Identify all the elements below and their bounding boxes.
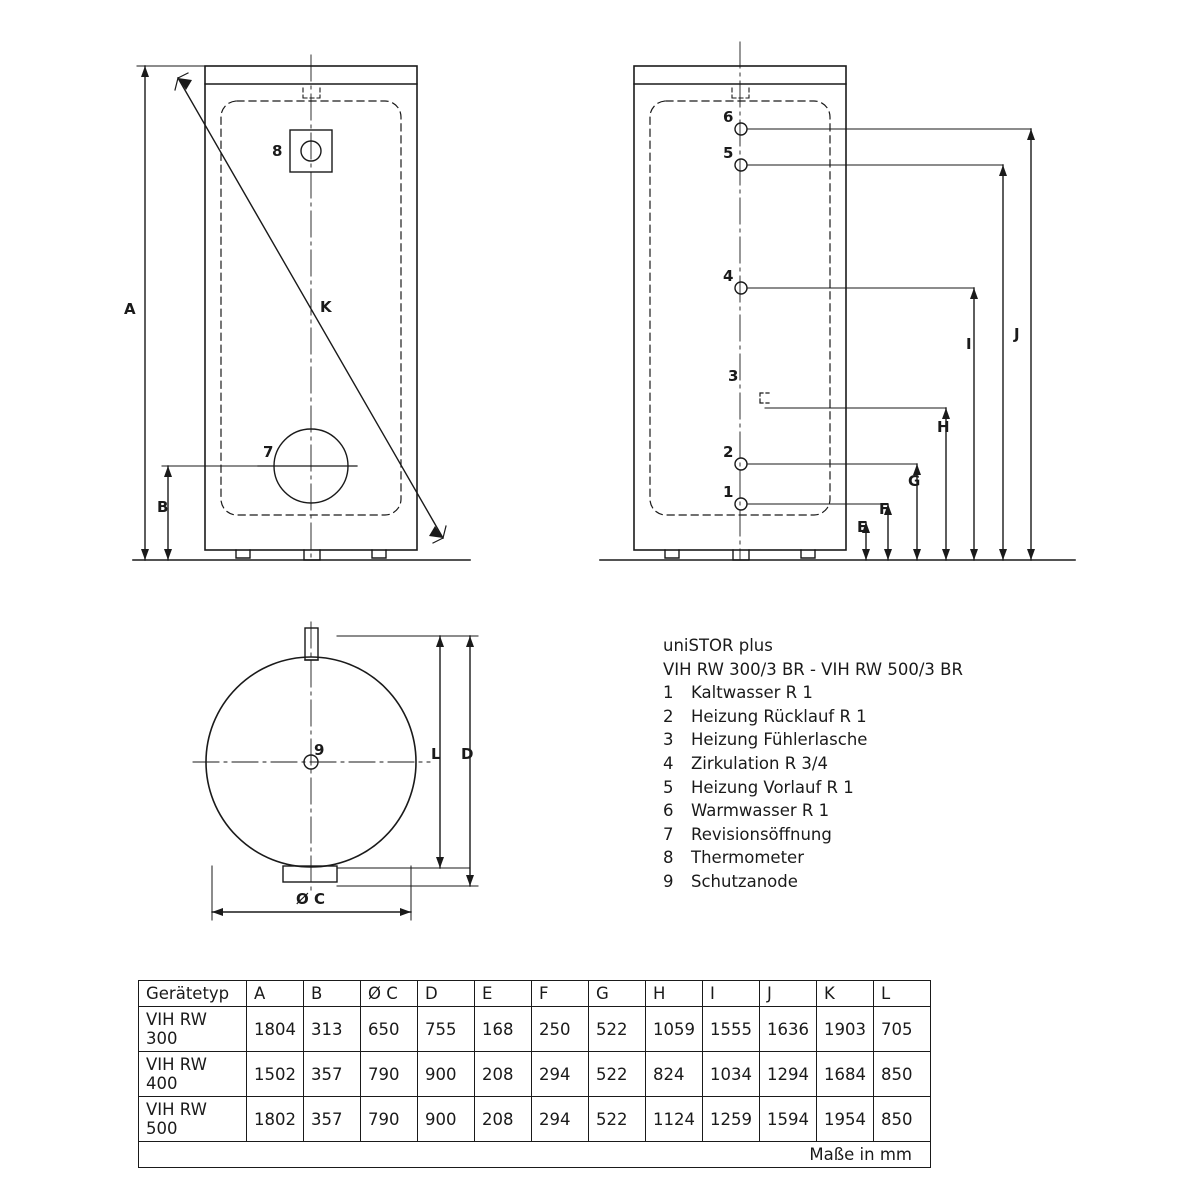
legend-number: 2 <box>663 706 674 726</box>
table-cell: 357 <box>304 1052 361 1097</box>
dimension-table <box>138 980 931 1168</box>
list-item <box>663 776 963 800</box>
table-header-cell: G <box>589 981 646 1007</box>
table-header-cell: I <box>703 981 760 1007</box>
list-item <box>663 799 963 823</box>
dimension-j-label: J <box>1014 325 1020 343</box>
dimension-c-label: Ø C <box>296 890 325 908</box>
table-header-cell: J <box>760 981 817 1007</box>
dimension-h-label: H <box>937 418 950 436</box>
table-cell: 824 <box>646 1052 703 1097</box>
table-row <box>139 1052 931 1097</box>
dimension-l-label: L <box>431 745 441 763</box>
dimension-table-wrap <box>138 980 1151 1168</box>
table-cell: VIH RW 500 <box>139 1097 247 1142</box>
table-cell: 1594 <box>760 1097 817 1142</box>
table-cell: 294 <box>532 1097 589 1142</box>
legend-text: Thermometer <box>691 848 804 868</box>
legend-list <box>663 681 963 893</box>
legend-text: Revisionsöffnung <box>691 824 832 844</box>
table-header-cell: K <box>817 981 874 1007</box>
table-cell: 790 <box>361 1097 418 1142</box>
table-cell: 1502 <box>247 1052 304 1097</box>
table-cell: 755 <box>418 1007 475 1052</box>
table-cell: 1059 <box>646 1007 703 1052</box>
table-cell: 294 <box>532 1052 589 1097</box>
dimension-g-label: G <box>908 472 921 490</box>
legend-number: 8 <box>663 848 674 868</box>
table-cell: VIH RW 400 <box>139 1052 247 1097</box>
table-cell: 1034 <box>703 1052 760 1097</box>
table-cell: 790 <box>361 1052 418 1097</box>
table-cell: 900 <box>418 1052 475 1097</box>
dimension-e-label: E <box>857 518 868 536</box>
table-cell: 208 <box>475 1097 532 1142</box>
callout-8-label: 8 <box>272 142 283 160</box>
legend-title-line-1: uniSTOR plus <box>663 636 773 655</box>
list-item <box>663 728 963 752</box>
table-cell: 522 <box>589 1007 646 1052</box>
legend-text: Kaltwasser R 1 <box>691 683 813 703</box>
table-cell: 1555 <box>703 1007 760 1052</box>
table-header-cell: B <box>304 981 361 1007</box>
legend-text: Heizung Vorlauf R 1 <box>691 777 854 797</box>
list-item <box>663 870 963 894</box>
table-cell: 168 <box>475 1007 532 1052</box>
dimension-b-label: B <box>157 498 169 516</box>
legend-number: 6 <box>663 801 674 821</box>
dimension-i-label: I <box>966 335 972 353</box>
table-header-cell: E <box>475 981 532 1007</box>
legend-number: 3 <box>663 730 674 750</box>
table-cell: 357 <box>304 1097 361 1142</box>
callout-2-label: 2 <box>723 443 734 461</box>
table-cell: 1684 <box>817 1052 874 1097</box>
table-header-cell: D <box>418 981 475 1007</box>
table-cell: 1124 <box>646 1097 703 1142</box>
table-cell: 850 <box>874 1052 931 1097</box>
list-item <box>663 752 963 776</box>
table-header-cell: Gerätetyp <box>139 981 247 1007</box>
list-item <box>663 823 963 847</box>
table-cell: 313 <box>304 1007 361 1052</box>
table-cell: 1903 <box>817 1007 874 1052</box>
legend-number: 1 <box>663 683 674 703</box>
callout-4-label: 4 <box>723 267 734 285</box>
callout-9-label: 9 <box>314 741 325 759</box>
dimension-k-label: K <box>320 298 332 316</box>
table-header-cell: A <box>247 981 304 1007</box>
callout-5-label: 5 <box>723 144 734 162</box>
legend-number: 5 <box>663 777 674 797</box>
table-cell: 705 <box>874 1007 931 1052</box>
legend-number: 4 <box>663 753 674 773</box>
table-row <box>139 1097 931 1142</box>
callout-6-label: 6 <box>723 108 734 126</box>
list-item <box>663 846 963 870</box>
dimension-f-label: F <box>879 500 890 518</box>
table-cell: 522 <box>589 1052 646 1097</box>
legend-text: Zirkulation R 3/4 <box>691 753 828 773</box>
table-cell: VIH RW 300 <box>139 1007 247 1052</box>
legend-title-line-2: VIH RW 300/3 BR - VIH RW 500/3 BR <box>663 659 963 679</box>
table-footnote: Maße in mm <box>139 1142 931 1168</box>
table-footer-row <box>139 1142 931 1168</box>
table-cell: 1636 <box>760 1007 817 1052</box>
callout-7-label: 7 <box>263 443 274 461</box>
callout-3-label: 3 <box>728 367 739 385</box>
legend-text: Heizung Fühlerlasche <box>691 730 868 750</box>
table-cell: 208 <box>475 1052 532 1097</box>
table-header-cell: L <box>874 981 931 1007</box>
dimension-d-label: D <box>461 745 474 763</box>
legend <box>663 634 963 894</box>
dimension-a-label: A <box>124 300 136 318</box>
callout-1-label: 1 <box>723 483 734 501</box>
table-row <box>139 1007 931 1052</box>
table-header-cell: F <box>532 981 589 1007</box>
table-cell: 1294 <box>760 1052 817 1097</box>
table-header-row <box>139 981 931 1007</box>
table-cell: 900 <box>418 1097 475 1142</box>
table-cell: 250 <box>532 1007 589 1052</box>
table-cell: 1954 <box>817 1097 874 1142</box>
list-item <box>663 681 963 705</box>
legend-text: Heizung Rücklauf R 1 <box>691 706 867 726</box>
table-cell: 1259 <box>703 1097 760 1142</box>
table-header-cell: H <box>646 981 703 1007</box>
table-header-cell: Ø C <box>361 981 418 1007</box>
table-cell: 1804 <box>247 1007 304 1052</box>
legend-number: 7 <box>663 824 674 844</box>
table-cell: 850 <box>874 1097 931 1142</box>
legend-text: Schutzanode <box>691 871 798 891</box>
legend-number: 9 <box>663 871 674 891</box>
table-cell: 522 <box>589 1097 646 1142</box>
list-item <box>663 705 963 729</box>
table-cell: 650 <box>361 1007 418 1052</box>
table-cell: 1802 <box>247 1097 304 1142</box>
legend-text: Warmwasser R 1 <box>691 801 830 821</box>
